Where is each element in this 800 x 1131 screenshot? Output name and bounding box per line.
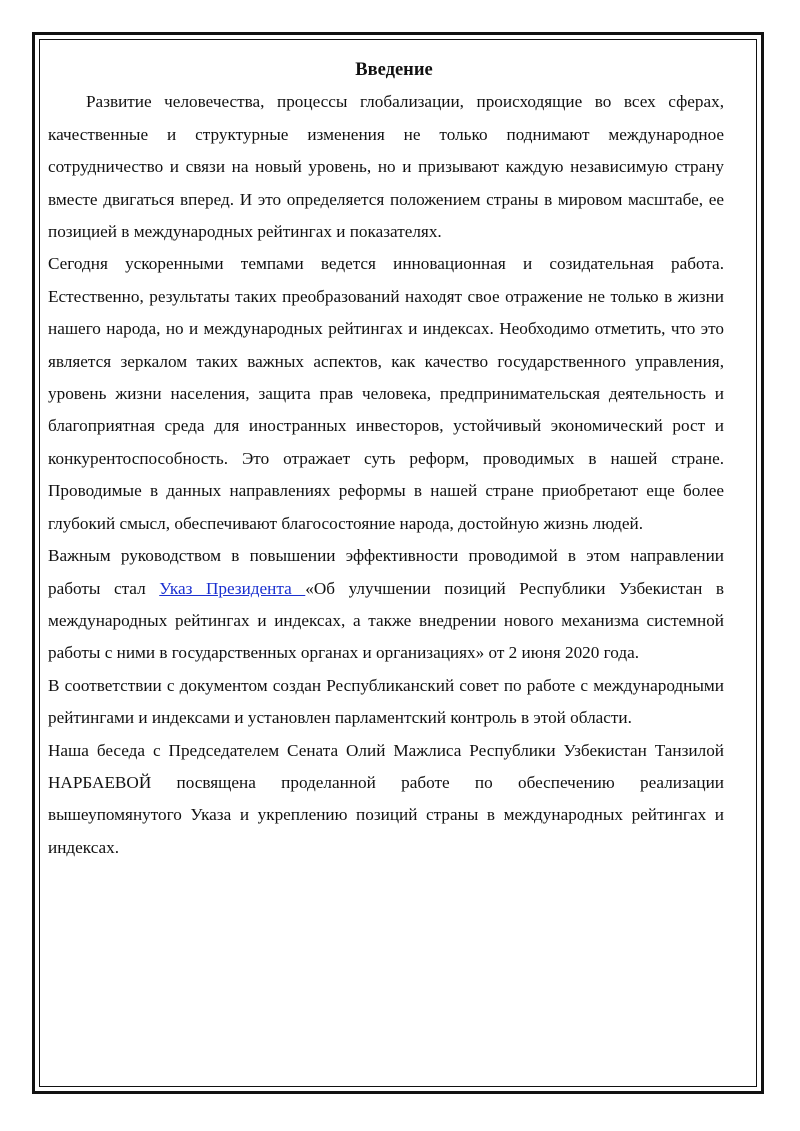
paragraph-reforms: Сегодня ускоренными темпами ведется инновационная и созидательная работа. Естественно, результаты таких преобразований находят свое отражение не только в жизни нашего народа, но и международных рейтингах и индексах. Необходимо отметить, что это является зеркалом таких важных аспектов, как качество государственного управления, уровень жизни населения, защита прав человека, предпринимательская деятельность и благоприятная среда для иностранных инвесторов, устойчивый экономический рост и конкурентоспособность. Это отражает суть реформ, проводимых в нашей стране. Проводимые в данных направлениях реформы в нашей стране приобретают еще более глубокий смысл, обеспечивают благосостояние народа, достойную жизнь людей.: [48, 254, 724, 533]
presidential-decree-link[interactable]: Указ Президента: [159, 578, 306, 598]
paragraph-decree: [48, 540, 724, 670]
paragraph-council: В соответствии с документом создан Республиканский совет по работе с международными рейтингами и индексами и установлен парламентский контроль в этой области.: [48, 675, 724, 728]
document-body: [48, 54, 724, 864]
decree-text-before: Важным руководством в повышении эффективности проводимой в этом направлении работы стал: [48, 546, 724, 598]
decree-text-after: «Об улучшении позиций Республики Узбекистан в международных рейтингах и индексах, а также внедрении нового механизма системной работы с ними в государственных органах и организациях» от 2 июня 2020 года.: [48, 578, 724, 663]
paragraph-interview: Наша беседа с Председателем Сената Олий Мажлиса Республики Узбекистан Танзилой НАРБАЕВОЙ посвящена проделанной работе по обеспечению реализации вышеупомянутого Указа и укреплению позиций страны в международных рейтингах и индексах.: [48, 740, 724, 857]
document-title: Введение: [355, 60, 433, 80]
paragraph-intro: Развитие человечества, процессы глобализации, происходящие во всех сферах, качественные и структурные изменения не только поднимают международное сотрудничество и связи на новый уровень, но и призывают каждую независимую страну вместе двигаться вперед. И это определяется положением страны в мировом масштабе, ее позицией в международных рейтингах и показателях.: [48, 92, 724, 242]
